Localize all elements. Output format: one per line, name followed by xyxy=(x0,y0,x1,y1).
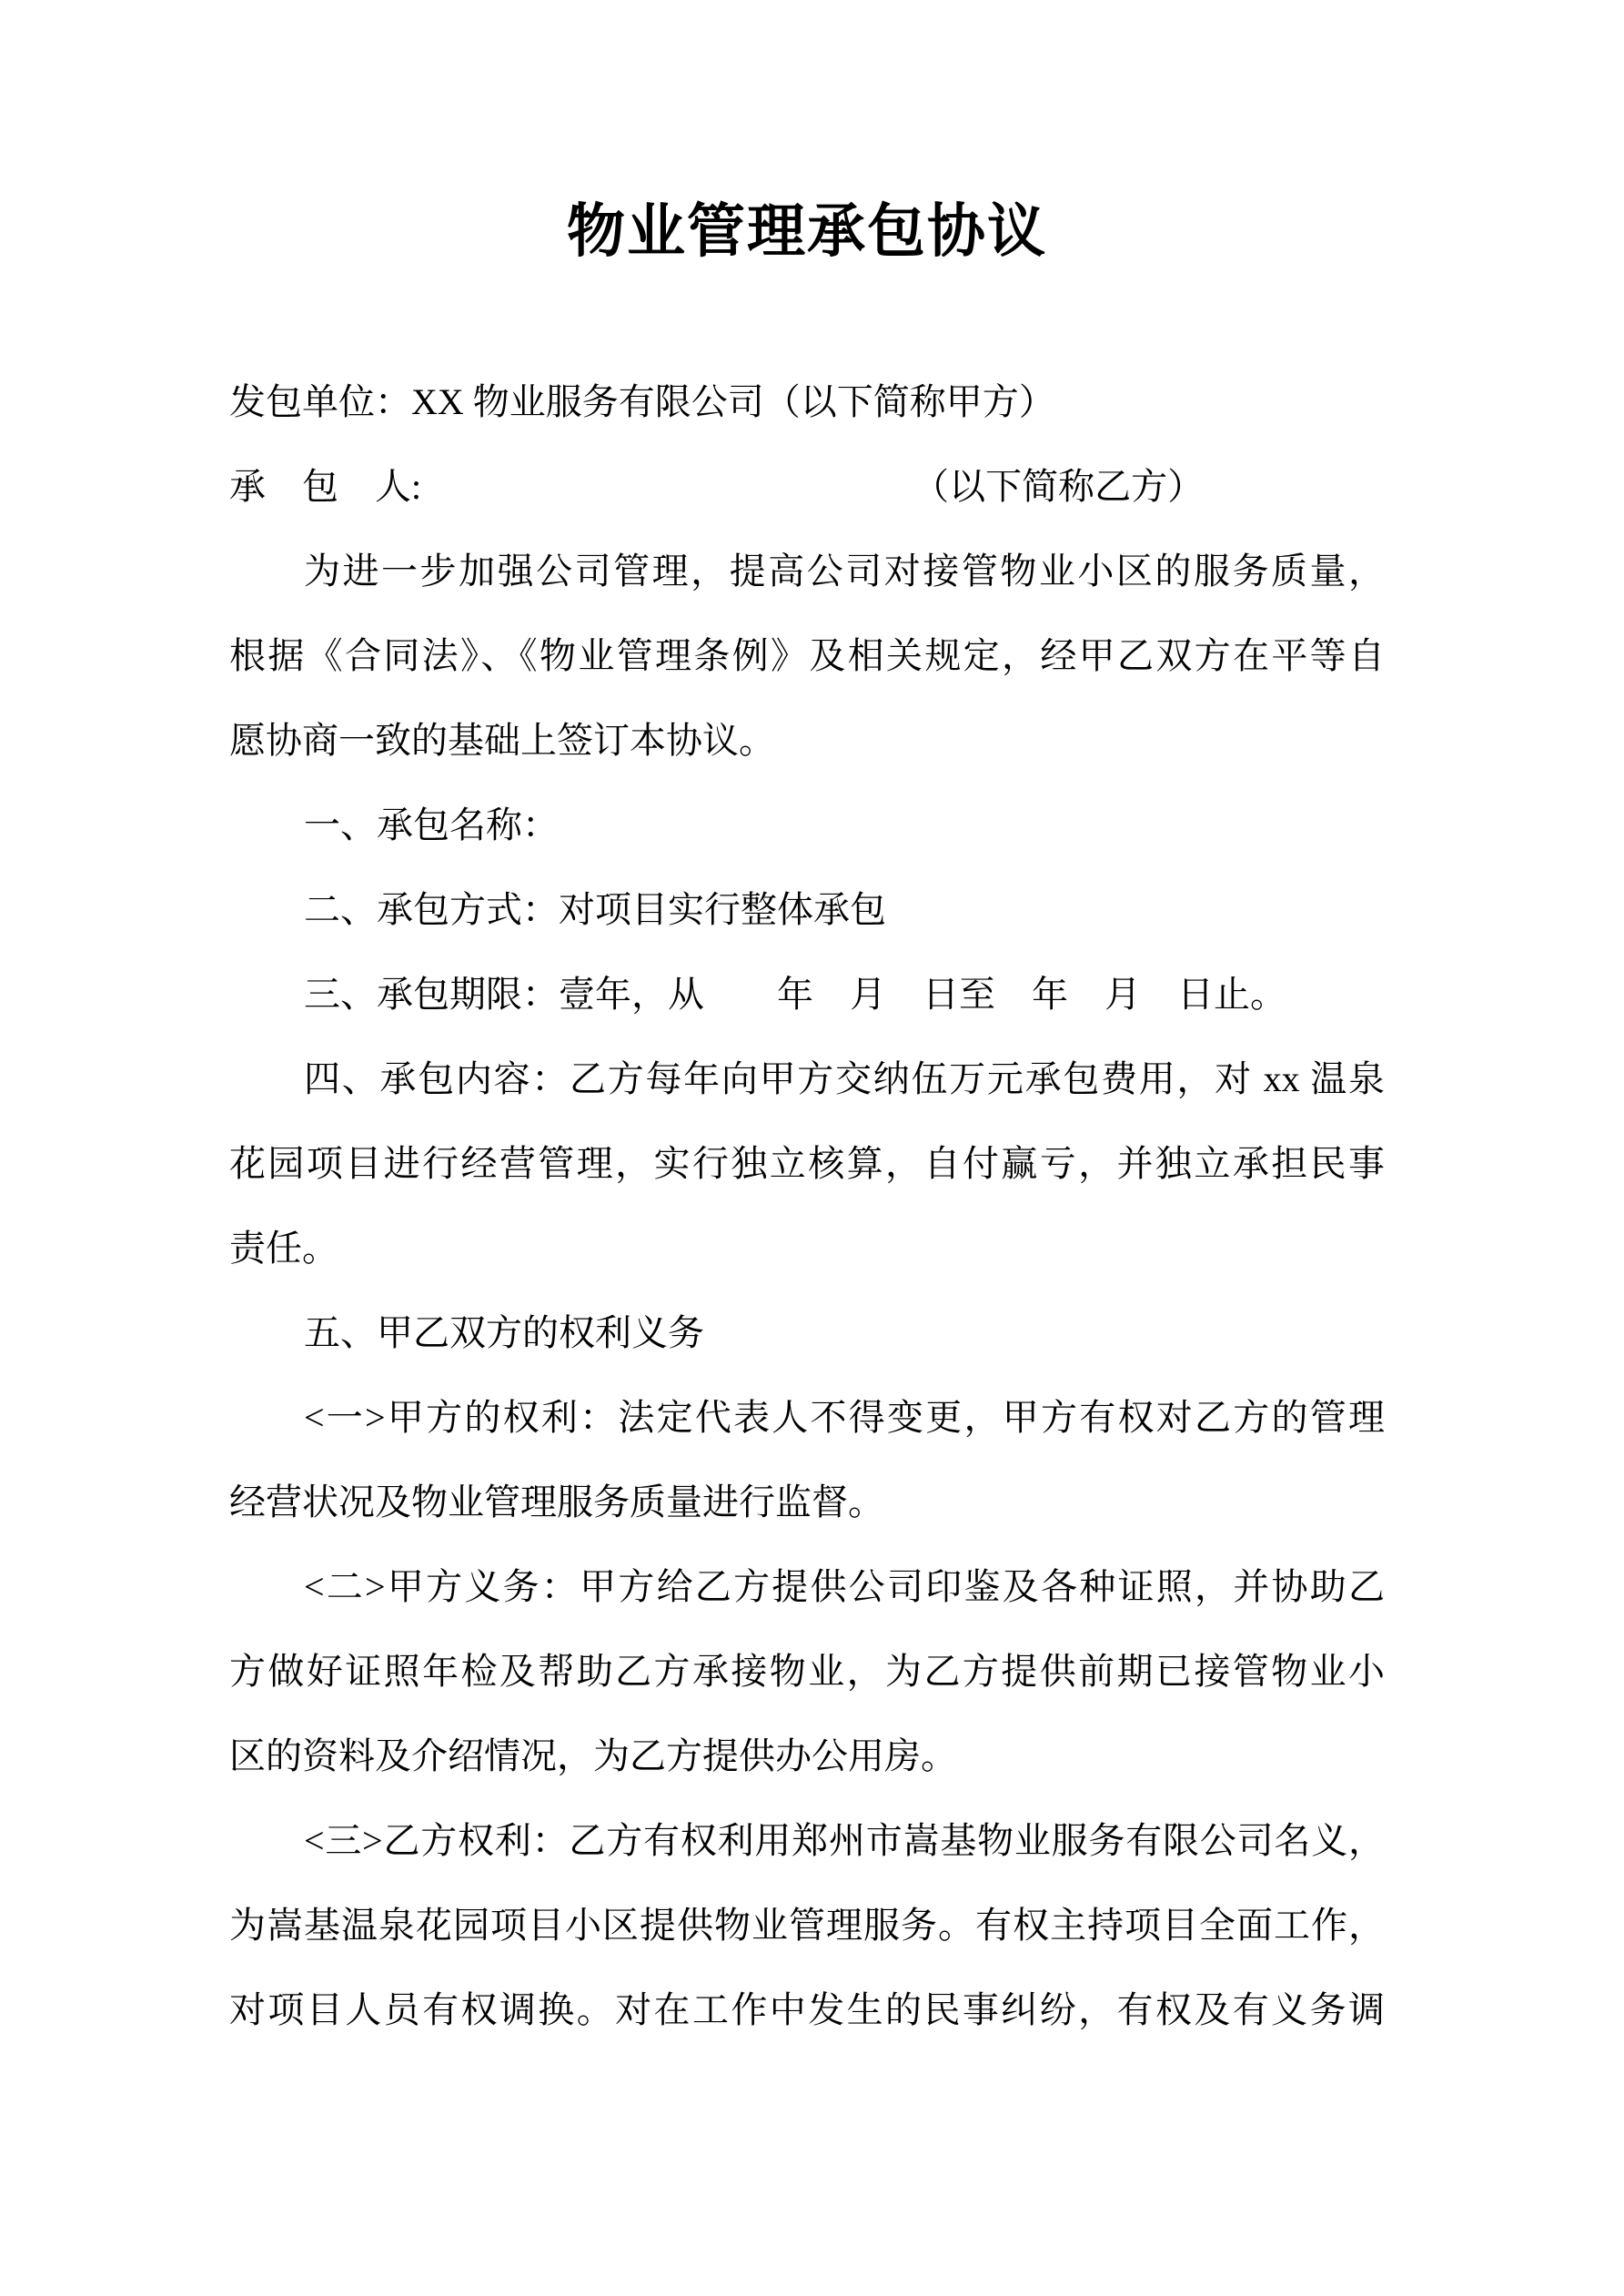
text-line: 为嵩基温泉花园项目小区提供物业管理服务。有权主持项目全面工作， xyxy=(229,1905,1385,1946)
text-line: 三、承包期限：壹年，从 年 月 日至 年 月 日止。 xyxy=(304,974,1286,1015)
text-line: 五、甲乙双方的权利义务 xyxy=(304,1312,704,1353)
text-line: 承 包 人: （以下简称乙方） xyxy=(229,466,1205,507)
text-line: 为进一步加强公司管理，提高公司对接管物业小区的服务质量， xyxy=(304,551,1385,592)
document-body xyxy=(229,359,1385,2052)
text-line: <二>甲方义务：甲方给乙方提供公司印鉴及各种证照，并协助乙 xyxy=(304,1566,1385,1607)
text-line: 愿协商一致的基础上签订本协议。 xyxy=(229,720,775,761)
text-line: 经营状况及物业管理服务质量进行监督。 xyxy=(229,1482,884,1522)
text-line: 一、承包名称： xyxy=(304,804,559,845)
document-title: 物业管理承包协议 xyxy=(567,199,1047,264)
text-line: 四、承包内容：乙方每年向甲方交纳伍万元承包费用，对 xx 温泉 xyxy=(304,1058,1385,1099)
text-line: 对项目人员有权调换。对在工作中发生的民事纠纷，有权及有义务调 xyxy=(229,1989,1385,2030)
text-line: 区的资料及介绍情况，为乙方提供办公用房。 xyxy=(229,1735,957,1776)
text-line: <一>甲方的权利：法定代表人不得变更，甲方有权对乙方的管理 xyxy=(304,1397,1385,1438)
text-line: 根据《合同法》、《物业管理条例》及相关规定，经甲乙双方在平等自 xyxy=(229,635,1385,676)
text-line: <三>乙方权利：乙方有权利用郑州市嵩基物业服务有限公司名义， xyxy=(304,1820,1385,1861)
text-line: 发包单位：XX 物业服务有限公司（以下简称甲方） xyxy=(229,381,1055,422)
text-line: 责任。 xyxy=(229,1228,338,1269)
text-line: 方做好证照年检及帮助乙方承接物业，为乙方提供前期已接管物业小 xyxy=(229,1651,1385,1692)
text-line: 花园项目进行经营管理，实行独立核算，自付赢亏，并独立承担民事 xyxy=(229,1143,1385,1184)
text-line: 二、承包方式：对项目实行整体承包 xyxy=(304,889,886,930)
